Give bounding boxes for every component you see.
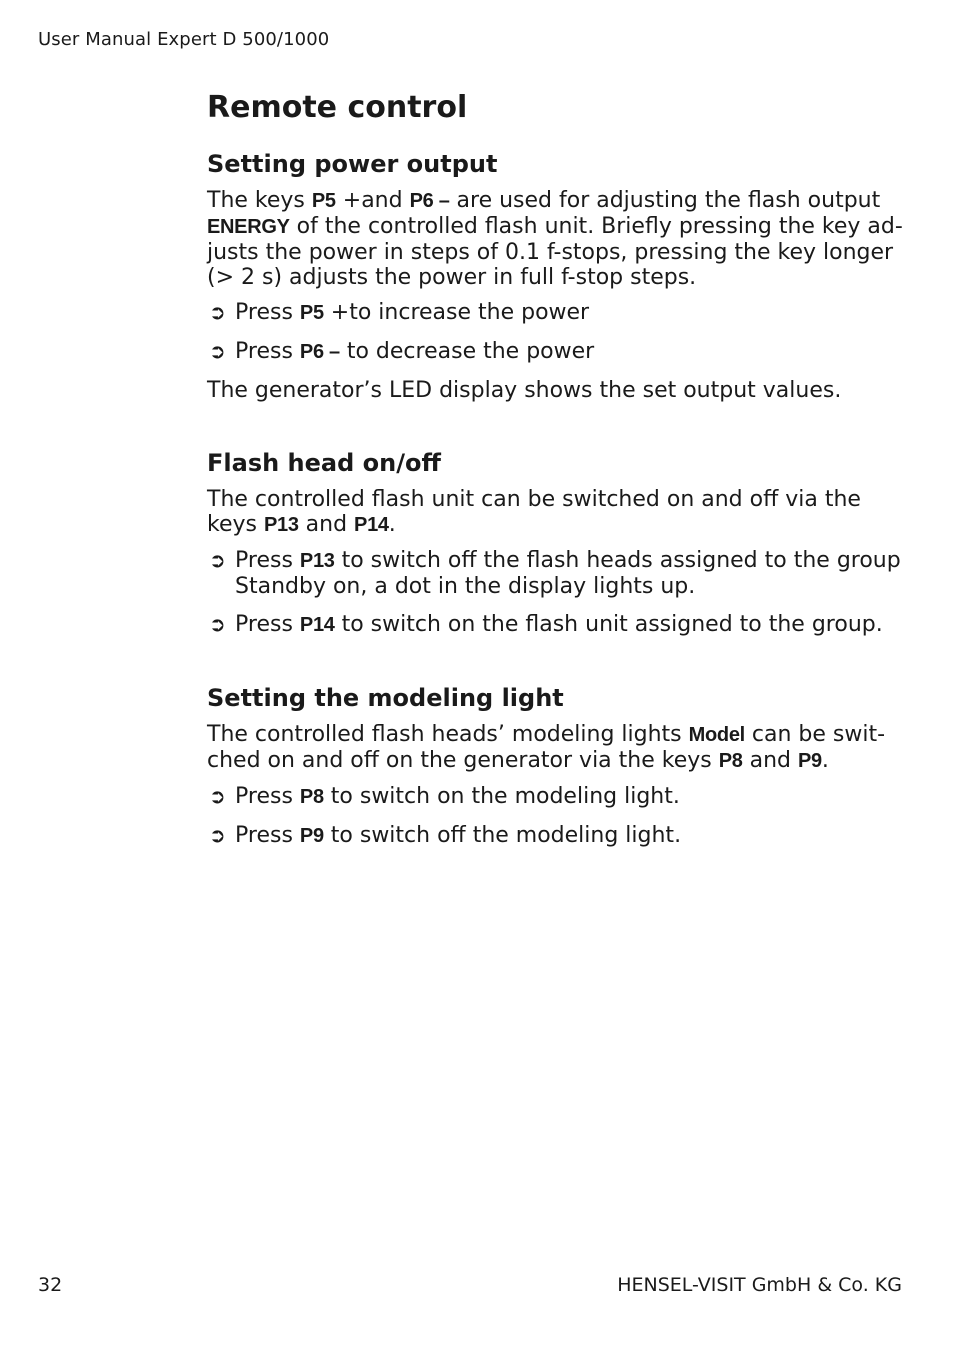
key-label: P6 –	[299, 341, 340, 363]
key-label: ENERGY	[207, 216, 290, 238]
step-text: to switch on the modeling light.	[323, 784, 680, 809]
section-intro	[207, 188, 907, 290]
section-outro: The generator’s LED display shows the set output values.	[207, 378, 842, 403]
arrow-icon: ➲	[209, 823, 226, 847]
section-heading: Setting power output	[207, 150, 498, 178]
key-label: P13	[299, 550, 335, 572]
instruction-step	[197, 612, 907, 638]
step-text: to switch on the flash unit assigned to the group.	[334, 612, 883, 637]
publisher-name: HENSEL-VISIT GmbH & Co. KG	[617, 1274, 902, 1296]
intro-text: of the controlled flash unit. Briefly pressing the key ad-justs the power in steps of 0.1 f-stops, pressing the key longer (> 2 s) adjusts the power in full f-stop steps.	[207, 214, 903, 290]
key-label: P13	[263, 514, 299, 536]
step-text: Press	[235, 300, 300, 325]
step-text: Press	[235, 612, 300, 637]
step-text: +to increase the power	[323, 300, 590, 325]
section-intro	[207, 487, 907, 538]
key-label: P5	[311, 190, 336, 212]
key-label: P9	[797, 750, 822, 772]
intro-text: .	[821, 748, 829, 773]
step-text: Press	[235, 823, 300, 848]
step-text: Press	[235, 548, 300, 573]
step-text: to switch off the modeling light.	[323, 823, 682, 848]
arrow-icon: ➲	[209, 548, 226, 572]
arrow-icon: ➲	[209, 300, 226, 324]
section-setting-power-output	[207, 148, 907, 403]
key-label: P5	[299, 302, 324, 324]
section-intro	[207, 722, 907, 774]
intro-text: The keys	[207, 188, 312, 213]
page-content	[207, 88, 907, 849]
key-label: P14	[354, 514, 389, 536]
key-label: P6 –	[409, 190, 450, 212]
step-text: to switch off the flash heads assigned to the group Standby on, a dot in the display lights up.	[235, 548, 901, 599]
intro-text: The controlled flash heads’ modeling lights	[207, 722, 689, 747]
arrow-icon: ➲	[209, 784, 226, 808]
running-header: User Manual Expert D 500/1000	[38, 29, 330, 50]
intro-text: and	[298, 512, 355, 537]
step-text: Press	[235, 784, 300, 809]
intro-text: +and	[335, 188, 410, 213]
instruction-step	[197, 823, 907, 849]
intro-text: The controlled flash unit can be switched on and off via the keys	[207, 487, 861, 537]
key-label: P8	[718, 750, 743, 772]
intro-text: .	[388, 512, 396, 537]
arrow-icon: ➲	[209, 339, 226, 363]
page-title: Remote control	[207, 90, 468, 125]
key-label: Model	[688, 724, 745, 746]
section-flash-head-on-off	[207, 447, 907, 638]
key-label: P8	[299, 786, 324, 808]
section-setting-modeling-light	[207, 682, 907, 849]
page-number: 32	[38, 1274, 63, 1296]
section-heading: Flash head on/off	[207, 449, 441, 477]
instruction-step	[197, 548, 907, 599]
instruction-step	[197, 784, 907, 810]
key-label: P9	[299, 825, 324, 847]
step-text: Press	[235, 339, 300, 364]
instruction-step	[197, 339, 907, 365]
arrow-icon: ➲	[209, 612, 226, 636]
intro-text: and	[742, 748, 798, 773]
instruction-step	[197, 300, 907, 326]
intro-text: can be swit-ched on and off on the generator via the keys	[207, 722, 886, 773]
intro-text: are used for adjusting the flash output	[449, 188, 881, 213]
key-label: P14	[299, 614, 335, 636]
step-text: to decrease the power	[339, 339, 595, 364]
section-heading: Setting the modeling light	[207, 684, 564, 712]
